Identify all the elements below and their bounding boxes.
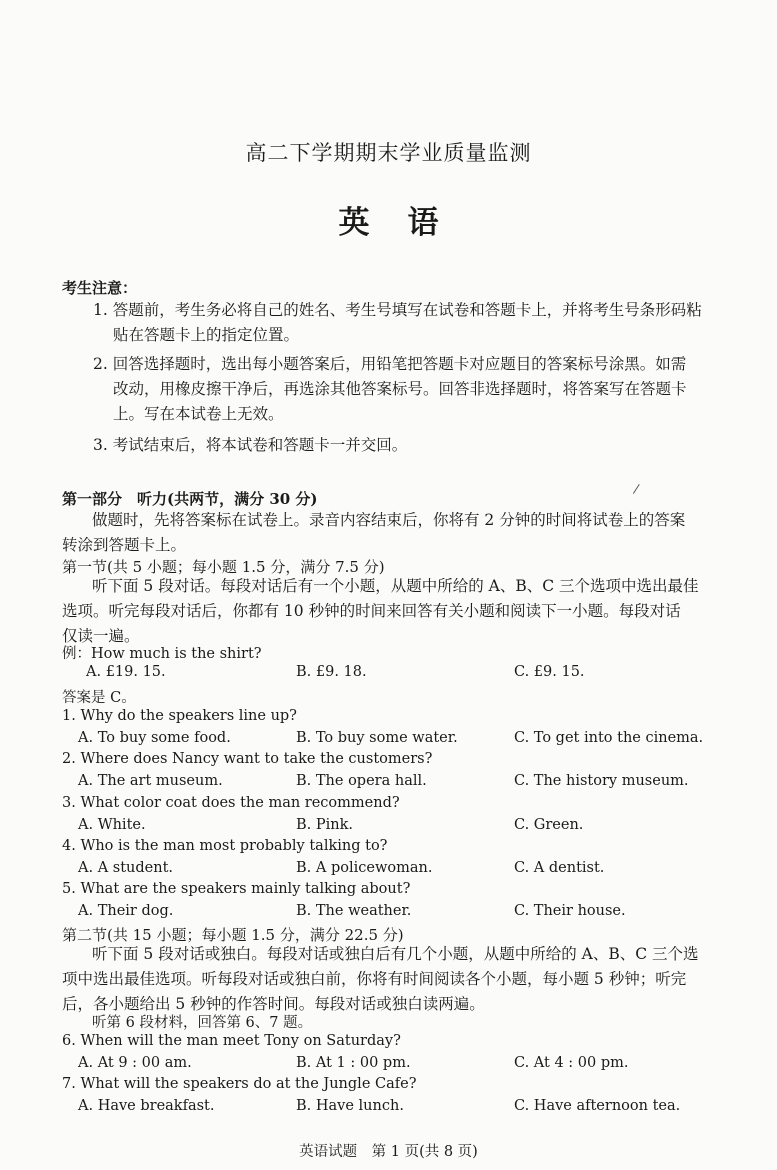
question-2-option-a: A. The art museum. [78, 773, 223, 789]
question-3-option-c: C. Green. [514, 817, 584, 833]
part1-heading: 第一部分 听力(共两节，满分 30 分) [62, 490, 318, 508]
notice-item-1 [93, 298, 702, 348]
part1-intro-line-2: 转涂到答题卡上。 [62, 536, 187, 554]
section1-instr-line-3: 仅读一遍。 [62, 627, 140, 645]
section1-instr-line-2: 选项。听完每段对话后，你都有 10 秒钟的时间来回答有关小题和阅读下一小题。每段对话 [62, 602, 681, 620]
section1-instr-line-1: 听下面 5 段对话。每段对话后有一个小题，从题中所给的 A、B、C 三个选项中选出最佳 [92, 577, 699, 595]
section1-instructions [62, 574, 762, 649]
question-7-option-c: C. Have afternoon tea. [514, 1098, 681, 1114]
question-6-option-a: A. At 9 : 00 am. [78, 1055, 192, 1071]
question-5-option-a: A. Their dog. [78, 903, 174, 919]
question-3: 3. What color coat does the man recommend? [62, 795, 400, 811]
question-6-option-c: C. At 4 : 00 pm. [514, 1055, 629, 1071]
notice-heading: 考生注意： [62, 279, 138, 297]
question-6: 6. When will the man meet Tony on Saturday? [62, 1033, 401, 1049]
example-option-c: C. £9. 15. [514, 664, 585, 680]
notice-item-3 [93, 433, 407, 458]
example-question: 例：How much is the shirt? [62, 646, 262, 662]
section2-instructions [62, 942, 762, 1017]
material-note: 听第 6 段材料，回答第 6、7 题。 [92, 1015, 313, 1031]
question-7: 7. What will the speakers do at the Jungle Cafe? [62, 1076, 417, 1092]
question-7-option-b: B. Have lunch. [296, 1098, 404, 1114]
subject-title: 英语 [338, 205, 477, 241]
notice-item-2-line-3: 上。写在本试卷上无效。 [113, 405, 284, 423]
question-2: 2. Where does Nancy want to take the customers? [62, 751, 433, 767]
example-answer: 答案是 C。 [62, 690, 136, 706]
question-7-option-a: A. Have breakfast. [78, 1098, 215, 1114]
page-footer: 英语试题 第 1 页(共 8 页) [299, 1144, 478, 1160]
section1-heading: 第一节(共 5 小题；每小题 1.5 分，满分 7.5 分) [62, 558, 385, 576]
exam-title: 高二下学期期末学业质量监测 [245, 141, 532, 165]
question-2-option-c: C. The history museum. [514, 773, 689, 789]
section2-heading: 第二节(共 15 小题；每小题 1.5 分，满分 22.5 分) [62, 926, 404, 944]
question-3-option-a: A. White. [78, 817, 146, 833]
question-1-option-a: A. To buy some food. [78, 730, 231, 746]
notice-item-2-line-1: 2. 回答选择题时，选出每小题答案后，用铅笔把答题卡对应题目的答案标号涂黑。如需 [93, 355, 687, 373]
question-1-option-b: B. To buy some water. [296, 730, 458, 746]
question-4-option-b: B. A policewoman. [296, 860, 433, 876]
notice-item-1-line-1: 1. 答题前，考生务必将自己的姓名、考生号填写在试卷和答题卡上，并将考生号条形码粘 [93, 301, 702, 319]
question-2-option-b: B. The opera hall. [296, 773, 427, 789]
question-4-option-a: A. A student. [78, 860, 174, 876]
question-6-option-b: B. At 1 : 00 pm. [296, 1055, 411, 1071]
question-5-option-b: B. The weather. [296, 903, 412, 919]
example-option-b: B. £9. 18. [296, 664, 367, 680]
question-5-option-c: C. Their house. [514, 903, 626, 919]
question-5: 5. What are the speakers mainly talking about? [62, 881, 411, 897]
notice-item-2-line-2: 改动，用橡皮擦干净后，再选涂其他答案标号。回答非选择题时，将答案写在答题卡 [113, 380, 687, 398]
question-4: 4. Who is the man most probably talking to? [62, 838, 388, 854]
stray-mark: / [632, 481, 641, 498]
example-option-a: A. £19. 15. [86, 664, 166, 680]
question-3-option-b: B. Pink. [296, 817, 354, 833]
notice-item-1-line-2: 贴在答题卡上的指定位置。 [113, 326, 300, 344]
part1-intro [62, 508, 762, 558]
part1-intro-line-1: 做题时，先将答案标在试卷上。录音内容结束后，你将有 2 分钟的时间将试卷上的答案 [92, 511, 686, 529]
section2-instr-line-2: 项中选出最佳选项。听每段对话或独白前，你将有时间阅读各个小题，每小题 5 秒钟；听完 [62, 970, 687, 988]
question-1-option-c: C. To get into the cinema. [514, 730, 704, 746]
question-4-option-c: C. A dentist. [514, 860, 605, 876]
notice-item-3-line-1: 3. 考试结束后，将本试卷和答题卡一并交回。 [93, 436, 408, 454]
section2-instr-line-1: 听下面 5 段对话或独白。每段对话或独白后有几个小题，从题中所给的 A、B、C 三个选 [92, 945, 699, 963]
notice-item-2 [93, 352, 687, 427]
section2-instr-line-3: 后，各小题给出 5 秒钟的作答时间。每段对话或独白读两遍。 [62, 995, 485, 1013]
question-1: 1. Why do the speakers line up? [62, 708, 297, 724]
